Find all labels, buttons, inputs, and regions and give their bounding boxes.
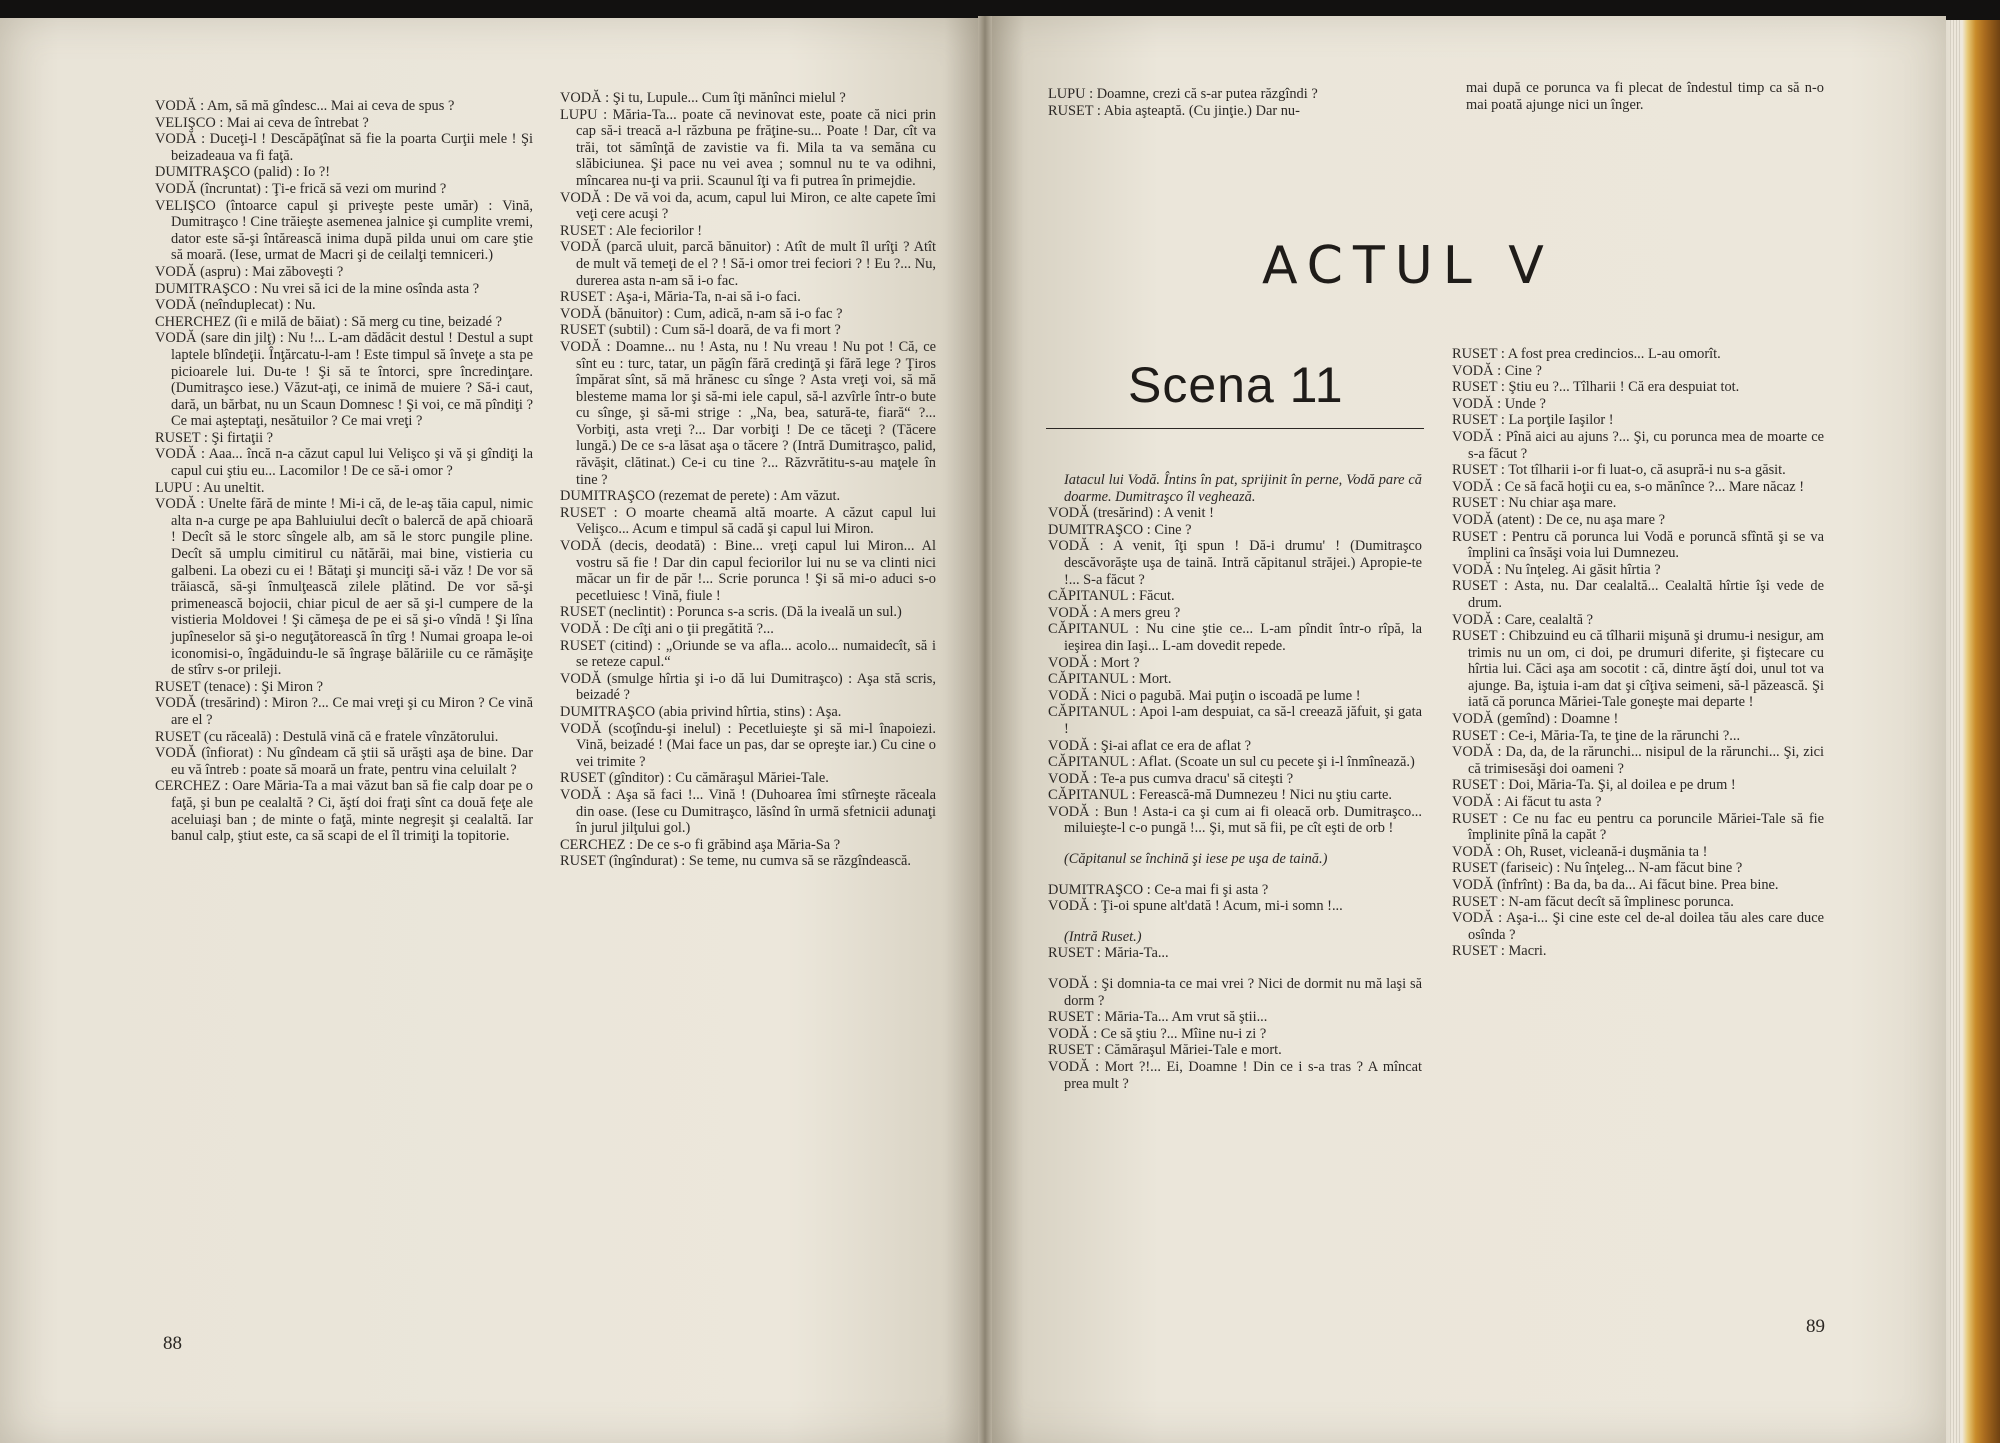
dialogue-line: LUPU : Măria-Ta... poate că nevinovat este, poate că nici prin cap să-i treacă a-l răzbuna pe frăţine-su... Poate ! Dar, cît va trăi, tot sămînţă de zavistie va fi. Mila ta va semăna cu slăbiciunea. Şi pace nu vei avea ; somnul nu te va odihni, mîncarea nu-ţi va prii. Scaunul îţi va fi putrea în primejdie. — [560, 106, 936, 189]
dialogue-line: VODĂ : Şi-ai aflat ce era de aflat ? — [1048, 737, 1251, 754]
dialogue-line: RUSET : Doi, Măria-Ta. Şi, al doilea e pe drum ! — [1452, 777, 1736, 794]
act-title: ACTUL V — [1262, 236, 1554, 296]
dialogue-line: RUSET : Macri. — [1452, 943, 1547, 960]
dialogue-line: VODĂ (înfiorat) : Nu gîndeam că ştii să urăşti aşa de bine. Dar eu vă întreb : poate să moară un frate, pentru vina celuilalt ? — [155, 745, 533, 778]
dialogue-line: RUSET : A fost prea credincios... L-au omorît. — [1452, 346, 1721, 362]
dialogue-line: (Intră Ruset.) — [1064, 928, 1142, 945]
dialogue-line: VODĂ : Ce să ştiu ?... Mîine nu-i zi ? — [1048, 1025, 1267, 1042]
dialogue-line: VODĂ : Ce să facă hoţii cu ea, s-o mănînce ?... Mare năcaz ! — [1452, 478, 1805, 495]
dialogue-line: VODĂ : Ai făcut tu asta ? — [1452, 794, 1602, 811]
dialogue-line: VODĂ : Oh, Ruset, vicleană-i duşmănia ta ! — [1452, 843, 1708, 860]
dialogue-line: VODĂ (sare din jilţ) : Nu !... L-am dădăcit destul ! Destul a supt laptele blîndeţii. Înţărcatu-l-am ! Este timpul să înveţe a sta pe picioarele lui. Du-te ! Şi să te întorci, spre încredinţare. (Dumitraşco iese.) Văzut-aţi, ce inimă de muiere ? Să-i caut, dară, un bărbat, nu un Scaun Domnesc ! Şi voi, ce mă pîndiţi ? Ce mai aşteptaţi, nesătuilor ? Ce mai vreţi ? — [155, 330, 533, 430]
dialogue-line: RUSET : Nu chiar aşa mare. — [1452, 495, 1617, 512]
page-number-left: 88 — [163, 1333, 182, 1354]
dialogue-line: VODĂ : Mort ?!... Ei, Doamne ! Din ce i s-a tras ? A mîncat prea mult ? — [1048, 1059, 1422, 1092]
dialogue-line: DUMITRAŞCO (abia privind hîrtia, stins) : Aşa. — [560, 703, 842, 720]
left-column-1 — [155, 98, 533, 845]
dialogue-line: RUSET : Cămăraşul Măriei-Tale e mort. — [1048, 1042, 1282, 1059]
dialogue-line: VODĂ (atent) : De ce, nu aşa mare ? — [1452, 511, 1665, 528]
right-column-2 — [1452, 346, 1824, 960]
dialogue-line: RUSET : Abia aşteaptă. (Cu jinţie.) Dar nu- — [1048, 102, 1300, 119]
dialogue-line: VODĂ : Nici o pagubă. Mai puţin o iscoadă pe lume ! — [1048, 687, 1361, 704]
dialogue-line: VODĂ : Unde ? — [1452, 395, 1546, 412]
dialogue-line: VODĂ : Mort ? — [1048, 654, 1140, 671]
dialogue-line: RUSET (subtil) : Cum să-l doară, de va fi mort ? — [560, 322, 841, 339]
dialogue-line: VODĂ (încruntat) : Ţi-e frică să vezi om murind ? — [155, 180, 447, 197]
dialogue-line: VODĂ (smulge hîrtia şi i-o dă lui Dumitraşco) : Aşa stă scris, beizadé ? — [560, 670, 936, 704]
dialogue-line: RUSET : Ce nu fac eu pentru ca poruncile Măriei-Tale să fie împlinite pînă la capăt ? — [1452, 810, 1824, 844]
dialogue-line: VODĂ : Am, să mă gîndesc... Mai ai ceva de spus ? — [155, 98, 455, 114]
dialogue-line: VODĂ (tresărind) : Miron ?... Ce mai vreţi şi cu Miron ? Ce vină are el ? — [155, 695, 533, 728]
right-column-1 — [1048, 472, 1422, 1092]
dialogue-line: LUPU : Doamne, crezi că s-ar putea răzgîndi ? — [1048, 86, 1318, 102]
right-column-2-top — [1450, 80, 1824, 113]
dialogue-line: VODĂ (gemînd) : Doamne ! — [1452, 711, 1619, 728]
dialogue-line: CERCHEZ : Oare Măria-Ta a mai văzut ban să fie calp doar pe o faţă, şi bun pe cealaltă ? Ci, ăştí doi fraţi sînt ca două feţe ale aceluiaşi ban ; de minte o faţă, minte negreşit şi cealaltă. Iar banul calp, ştiut este, ca să scapi de el îl trimiţi la topitorie. — [155, 778, 533, 845]
dialogue-line: RUSET : O moarte cheamă altă moarte. A căzut capul lui Velişco... Acum e timpul să cadă şi capul lui Miron. — [560, 504, 936, 538]
dialogue-line: VODĂ (parcă uluit, parcă bănuitor) : Atît de mult îl urîţi ? Atît de mult vă temeţi de el ? ! Să-i omor trei feciori ? ! Eu ?... Nu, durerea asta n-am să i-o fac. — [560, 239, 936, 289]
dialogue-line: VODĂ : Aşa-i... Şi cine este cel de-al doilea tău ales care duce osînda ? — [1452, 910, 1824, 943]
dialogue-line: RUSET : Pentru că porunca lui Vodă e poruncă sfîntă şi se va împlini ca însăşi voia lui Dumnezeu. — [1452, 528, 1824, 562]
dialogue-line: RUSET : Aşa-i, Măria-Ta, n-ai să i-o faci. — [560, 289, 801, 306]
dialogue-line: VODĂ : Care, cealaltă ? — [1452, 611, 1594, 628]
dialogue-line: DUMITRAŞCO : Ce-a mai fi şi asta ? — [1048, 881, 1269, 898]
dialogue-line: VODĂ : Te-a pus cumva dracu' să citeşti ? — [1048, 770, 1294, 787]
dialogue-line: RUSET : Ale feciorilor ! — [560, 222, 703, 239]
dialogue-line: VODĂ (bănuitor) : Cum, adică, n-am să i-o fac ? — [560, 305, 843, 322]
dialogue-line: RUSET (îngîndurat) : Se teme, nu cumva să se răzgîndească. — [560, 853, 912, 870]
book-gutter — [978, 16, 992, 1443]
dialogue-line: RUSET : Măria-Ta... Am vrut să ştii... — [1048, 1009, 1268, 1026]
dialogue-line: (Căpitanul se închină şi iese pe uşa de taină.) — [1064, 851, 1328, 868]
dialogue-line: CĂPITANUL : Apoi l-am despuiat, ca să-l creează jăfuit, şi gata ! — [1048, 704, 1422, 737]
dialogue-line: VODĂ (neînduplecat) : Nu. — [155, 297, 316, 314]
dialogue-line: RUSET : Ştiu eu ?... Tîlharii ! Că era despuiat tot. — [1452, 379, 1740, 396]
dialogue-line: RUSET : Chibzuind eu că tîlharii mişună şi drumu-i nesigur, am trimis nu un om, ci doi, pe drumuri diferite, şi fiştecare cu hîrtia lui. Căci aşa am socotit : că, dintre ăştí doi, unul tot va ajunge. Ba, iştuia i-am dat şi cîţiva seimeni, să-l păzească. Şi iată că porunca Măriei-Tale goneşte mai departe ! — [1452, 628, 1824, 711]
dialogue-line: CĂPITANUL : Mort. — [1048, 671, 1172, 688]
dialogue-line: RUSET (fariseic) : Nu înţeleg... N-am făcut bine ? — [1452, 860, 1743, 877]
dialogue-line: VODĂ : Aaa... încă n-a căzut capul lui Velişco şi vă şi gîndiţi la capul cui ştiu eu... Lacomilor ! De ce să-i omor ? — [155, 446, 533, 480]
dialogue-line: VODĂ : Nu înţeleg. Ai găsit hîrtia ? — [1452, 561, 1661, 578]
dialogue-line: CĂPITANUL : Nu cine ştie ce... L-am pîndit într-o rîpă, la ieşirea din Iaşi... L-am dovedit repede. — [1048, 621, 1422, 654]
dialogue-line: VODĂ : A venit, îţi spun ! Dă-i drumu' ! (Dumitraşco descăvorăşte uşa de taină. Intră căpitanul străjei.) Apropie-te !... S-a făcut ? — [1048, 538, 1422, 588]
dialogue-line: VODĂ : A mers greu ? — [1048, 604, 1181, 621]
dialogue-line: Iatacul lui Vodă. Întins în pat, sprijinit în perne, Vodă pare că doarme. Dumitraşco îl veghează. — [1064, 472, 1422, 505]
dialogue-line: RUSET : Şi firtaţii ? — [155, 429, 274, 446]
dialogue-line: VODĂ : De cîţi ani o ţii pregătită ?... — [560, 621, 774, 637]
dialogue-line: VODĂ : Unelte fără de minte ! Mi-i că, de le-aş tăia capul, nimic alta n-a curge pe apa Bahluiului decît o balercă de apă chioară ! Decît să le storc sîngele alb, am să le storc pungile pline. Decît să umplu cimitirul cu nătărăi, mai bine, vistieria cu galbeni. La obezi cu ei ! Bătaţi şi munciţi să-i văz ! De vor să trăiască, să-şi înmulţească zilele plătind. De vor să-şi primenească bojocii, chiar picul de aer să şi-l cumpere de la vistieria Moldovei ! Şi cămeşa de pe ei să şi-o vîndă ! Şi lîna jupîneselor să şi-o neguţătorească în tîrg ! Numai groapa le-oi iconomisi-o, îngăduindu-le să îngraşe bălăriile cu ce rămăşiţe de stîrv s-or prileji. — [155, 496, 533, 679]
dialogue-line: VODĂ (scoţîndu-şi inelul) : Pecetluieşte şi să mi-l înapoiezi. Vină, beizadé ! (Mai face un pas, dar se opreşte iar.) Cu cine o vei trimite ? — [560, 720, 936, 770]
dialogue-line: VODĂ : De vă voi da, acum, capul lui Miron, ce alte capete îmi veţi cere acuşi ? — [560, 189, 936, 223]
dialogue-line: CERCHEZ : De ce s-o fi grăbind aşa Măria-Sa ? — [560, 836, 841, 853]
dialogue-line: RUSET : Asta, nu. Dar cealaltă... Cealaltă hîrtie îşi vede de drum. — [1452, 578, 1824, 611]
page-edge-lines — [1950, 20, 1960, 1443]
dialogue-line: CĂPITANUL : Ferească-mă Dumnezeu ! Nici nu ştiu carte. — [1048, 787, 1392, 804]
dialogue-line: VODĂ (aspru) : Mai zăboveşti ? — [155, 263, 344, 280]
dialogue-line: RUSET : Ce-i, Măria-Ta, te ţine de la rărunchi ?... — [1452, 727, 1741, 744]
dialogue-line: VODĂ : Şi domnia-ta ce mai vrei ? Nici de dormit nu mă laşi să dorm ? — [1048, 976, 1422, 1009]
dialogue-line: RUSET (tenace) : Şi Miron ? — [155, 678, 323, 695]
dialogue-line: CĂPITANUL : Făcut. — [1048, 588, 1175, 605]
dialogue-line: RUSET : La porţile Iaşilor ! — [1452, 412, 1614, 429]
dialogue-line: VODĂ : Ţi-oi spune alt'dată ! Acum, mi-i somn !... — [1048, 898, 1343, 915]
dialogue-line: DUMITRAŞCO (rezemat de perete) : Am văzut. — [560, 488, 841, 505]
dialogue-line: VELIŞCO : Mai ai ceva de întrebat ? — [155, 114, 369, 131]
dialogue-line: RUSET (cu răceală) : Destulă vină că e fratele vînzătorului. — [155, 728, 499, 745]
dialogue-line: RUSET (citind) : „Oriunde se va afla... acolo... numaidecît, să i se reteze capul.“ — [560, 637, 936, 671]
dialogue-line: CĂPITANUL : Aflat. (Scoate un sul cu pecete şi i-l înmînează.) — [1048, 754, 1415, 771]
dialogue-line: VELIŞCO (întoarce capul şi priveşte peste umăr) : Vină, Dumitraşco ! Cine trăieşte asemenea jalnice şi cumplite vremi, dator este să-şi întărească inima după pilda unui om care ştie să moară. (Iese, urmat de Macri şi de ceilalţi temniceri.) — [155, 197, 533, 264]
dialogue-line: VODĂ : Şi tu, Lupule... Cum îţi mănînci mielul ? — [560, 90, 846, 106]
dialogue-line: VODĂ (decis, deodată) : Bine... vreţi capul lui Miron... Al vostru să fie ! Dar din capul feciorilor lui nu se va clinti nici măcar un fir de păr !... Scrie porunca ! Şi să mi-o aduci s-o pecetluiesc ! Vină, fiule ! — [560, 538, 936, 604]
dialogue-line: RUSET : Tot tîlharii i-or fi luat-o, că asupră-i nu s-a găsit. — [1452, 462, 1786, 479]
dialogue-line: mai după ce porunca va fi plecat de îndestul timp ca să n-o mai poată ajunge nici un înger. — [1466, 80, 1824, 113]
dialogue-line: RUSET : Măria-Ta... — [1048, 945, 1169, 962]
dialogue-line: VODĂ : Pînă aici au ajuns ?... Şi, cu porunca mea de moarte ce s-a făcut ? — [1452, 428, 1824, 462]
dialogue-line: VODĂ : Da, da, de la rărunchi... nisipul de la rărunchi... Şi, zici că trimisesăşi doi oameni ? — [1452, 744, 1824, 777]
dialogue-line: DUMITRAŞCO (palid) : Io ?! — [155, 164, 331, 181]
page-number-right: 89 — [1806, 1316, 1825, 1337]
dialogue-line: DUMITRAŞCO : Nu vrei să ici de la mine osînda asta ? — [155, 280, 480, 297]
dialogue-line: CHERCHEZ (îi e milă de băiat) : Să merg cu tine, beizadé ? — [155, 313, 502, 330]
dialogue-line: LUPU : Au uneltit. — [155, 479, 265, 496]
scene-title: Scena 11 — [1128, 357, 1344, 413]
dialogue-line: VODĂ (tresărind) : A venit ! — [1048, 505, 1214, 522]
right-column-1-top — [1048, 86, 1422, 119]
dialogue-line: RUSET (gînditor) : Cu cămăraşul Măriei-Tale. — [560, 770, 829, 787]
dialogue-line: VODĂ : Doamne... nu ! Asta, nu ! Nu vreau ! Nu pot ! Că, ce sînt eu : turc, tatar, un păgîn fără credinţă şi fără lege ? Ţiros împărat sînt, să mă hrănesc cu sînge ? Asta vreţi voi, să mă blesteme mama lor şi să-mi iele capul, să-l azvîrle într-o bute cu sînge, şi să-mi strige : „Na, bea, satură-te, fiară“ ?... Vorbiţi, asta vreţi ?... Dar vorbiţi ! De ce tăceţi ? (Tăcere lungă.) De ce s-a lăsat aşa o tăcere ? (Intră Dumitraşco, palid, răvăşit, clătinat.) Ce-i cu tine ?... Răzvrătitu-s-au maţele în tine ? — [560, 338, 936, 488]
dialogue-line: RUSET (neclintit) : Porunca s-a scris. (Dă la iveală un sul.) — [560, 604, 902, 621]
dialogue-line: VODĂ : Bun ! Asta-i ca şi cum ai fi oleacă orb. Dumitraşco... miluieşte-l c-o pungă !... Şi, mut să fii, pe cît eşti de orb ! — [1048, 803, 1422, 837]
dialogue-line: RUSET : N-am făcut decît să împlinesc porunca. — [1452, 893, 1734, 910]
dialogue-line: VODĂ (înfrînt) : Ba da, ba da... Ai făcut bine. Prea bine. — [1452, 877, 1779, 893]
dialogue-line: VODĂ : Cine ? — [1452, 362, 1542, 379]
dialogue-line: VODĂ : Duceţi-l ! Descăpăţînat să fie la poarta Curţii mele ! Şi beizadeaua va fi faţă. — [155, 131, 533, 164]
scene-title-rule — [1046, 428, 1424, 429]
left-column-2 — [560, 90, 936, 870]
dialogue-line: VODĂ : Aşa să faci !... Vină ! (Duhoarea îmi stîrneşte răceala din oase. (Iese cu Dumitraşco, lăsînd în urmă sfetnicii adunaţi în jurul jilţului gol.) — [560, 786, 936, 837]
dialogue-line: DUMITRAŞCO : Cine ? — [1048, 521, 1192, 538]
